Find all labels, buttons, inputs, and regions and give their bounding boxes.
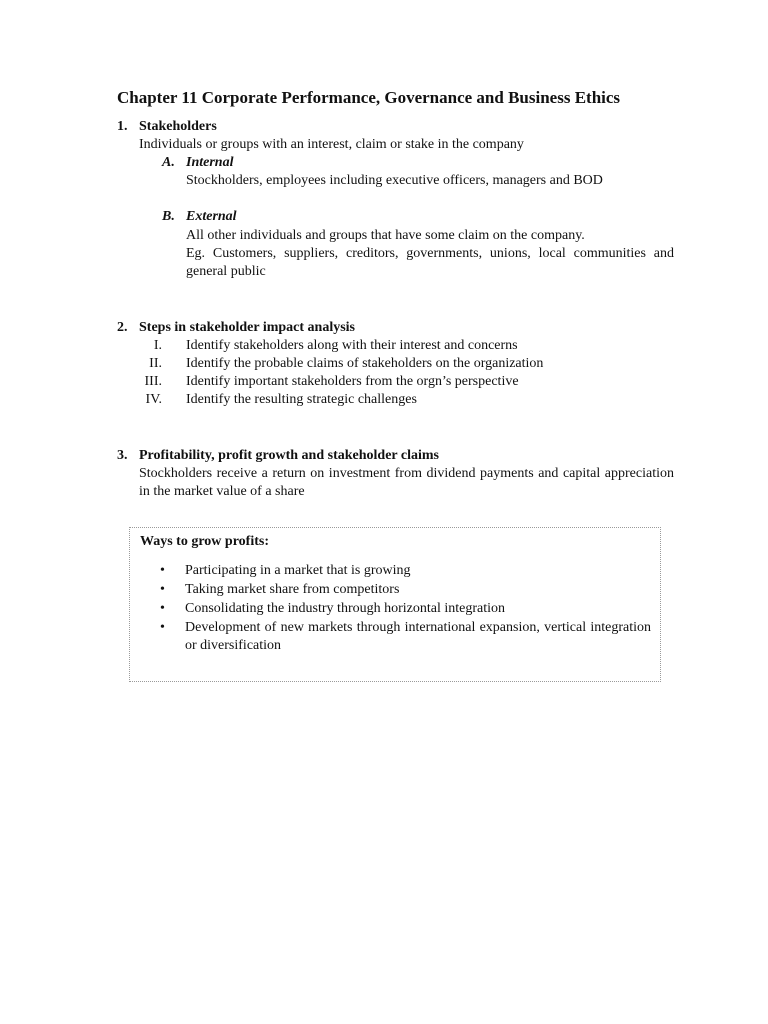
list-item: Development of new markets through international expansion, vertical integration or diversification: [185, 620, 651, 653]
bullet-icon: •: [160, 620, 165, 635]
list-item: Consolidating the industry through horizontal integration: [185, 601, 506, 616]
section-1-definition: Individuals or groups with an interest, claim or stake in the company: [139, 137, 524, 152]
step-numeral: I.: [153, 338, 162, 353]
sub-b-line1: All other individuals and groups that have some claim on the company.: [186, 228, 585, 243]
step-text: Identify the probable claims of stakeholders on the organization: [186, 356, 544, 371]
step-numeral: IV.: [145, 392, 162, 407]
sub-a-text: Stockholders, employees including executive officers, managers and BOD: [186, 173, 603, 188]
list-item: Participating in a market that is growing: [185, 563, 411, 578]
section-2-number: 2.: [117, 320, 128, 335]
list-item: Taking market share from competitors: [185, 582, 400, 597]
section-1-heading: Stakeholders: [139, 119, 217, 134]
page-title: Chapter 11 Corporate Performance, Governance and Business Ethics: [117, 88, 621, 107]
sub-b-line2: Eg. Customers, suppliers, creditors, governments, unions, local communities and general public: [186, 246, 674, 279]
section-3-text: Stockholders receive a return on investment from dividend payments and capital appreciation in the market value of a share: [139, 466, 674, 499]
step-text: Identify important stakeholders from the orgn’s perspective: [186, 374, 519, 389]
sub-a-letter: A.: [162, 155, 175, 170]
sub-a-heading: Internal: [186, 155, 234, 170]
bullet-icon: •: [160, 601, 165, 616]
sub-b-letter: B.: [162, 209, 175, 224]
step-text: Identify stakeholders along with their interest and concerns: [186, 338, 518, 353]
step-numeral: II.: [149, 356, 162, 371]
box-heading: Ways to grow profits:: [140, 534, 269, 549]
section-3-heading: Profitability, profit growth and stakeholder claims: [139, 448, 439, 463]
section-3-number: 3.: [117, 448, 128, 463]
step-text: Identify the resulting strategic challenges: [186, 392, 417, 407]
section-2-heading: Steps in stakeholder impact analysis: [139, 320, 355, 335]
bullet-icon: •: [160, 563, 165, 578]
step-numeral: III.: [144, 374, 162, 389]
bullet-icon: •: [160, 582, 165, 597]
sub-b-heading: External: [186, 209, 237, 224]
ways-to-grow-profits-box: [129, 527, 661, 682]
section-1-number: 1.: [117, 119, 128, 134]
